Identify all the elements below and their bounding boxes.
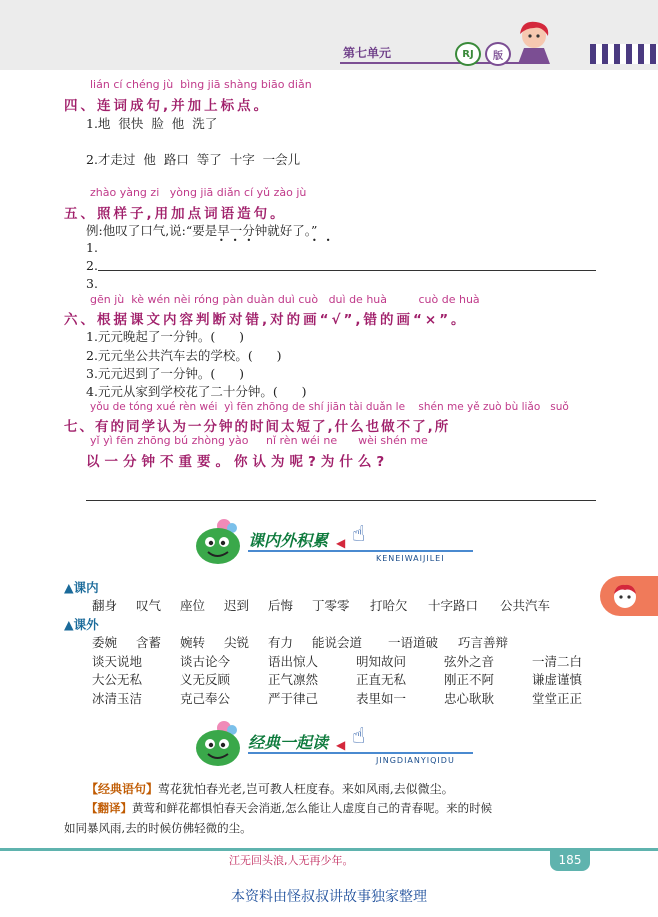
classic-label: 【经典语句】 [86,782,159,796]
header-band [0,0,658,70]
word-item: 义无反顾 [180,672,231,687]
green-monster-icon [190,516,248,568]
classic-text: 莺花犹怕春光老,岂可教人枉度春。来如风雨,去似微尘。 [158,782,454,796]
word-item: 有力 [268,635,294,650]
word-item: 正气凛然 [268,672,319,687]
q7-pinyin-2: yǐ yì fēn zhōng bú zhòng yào nǐ rèn wéi ne wèi shén me [90,434,428,447]
hand-icon: ☝ [352,724,366,749]
credit-text: 本资料由怪叔叔讲故事独家整理 [231,889,427,905]
word-item: 忠心耿耿 [444,691,495,706]
word-item: 能说会道 [312,635,363,650]
banner-accumulation [190,516,480,568]
word-item: 巧言善辩 [458,635,509,650]
q4-item-1: 1.地 很快 脸 他 洗了 [86,116,218,131]
word-item: 后悔 [268,598,294,613]
word-item: 表里如一 [356,691,407,706]
classic-translation [86,800,492,816]
word-item: 委婉 [92,635,118,650]
extra-class-label: ▲课外 [64,617,99,632]
word-item: 大公无私 [92,672,143,687]
extra-row-2 [0,652,658,670]
q4-title: 四、连词成句,并加上标点。 [64,98,271,114]
q5-item-2: 2. [86,258,98,273]
q6-title: 六、根据课文内容判断对错,对的画“√”,错的画“×”。 [64,312,468,328]
word-item: 语出惊人 [268,654,319,669]
girl-cartoon-icon [512,18,558,66]
q5-title: 五、照样子,用加点词语造句。 [64,206,287,222]
word-item: 迟到 [224,598,250,613]
extra-row-4 [0,689,658,707]
green-monster-icon [190,718,248,770]
banner-title: 课内外积累 [248,531,329,550]
word-item: 一清二白 [532,654,583,669]
word-item: 公共汽车 [500,598,551,613]
in-class-words [0,596,658,614]
banner-underline [248,550,473,552]
word-item: 明知故问 [356,654,407,669]
word-item: 谈古论今 [180,654,231,669]
footer-motto: 江无回头浪,人无再少年。 [229,854,354,867]
header-rule [340,62,540,64]
word-item: 叹气 [136,598,162,613]
banner-title: 经典一起读 [248,733,329,752]
word-item: 丁零零 [312,598,350,613]
word-item: 婉转 [180,635,206,650]
answer-line[interactable] [86,500,596,501]
word-item: 座位 [180,598,206,613]
classic-quote [86,780,454,797]
arrow-icon: ◀ [336,536,346,550]
edition-badge-rj: RJ [455,42,481,66]
extra-row-3 [0,670,658,688]
word-item: 翻身 [92,598,118,613]
edition-badge-ban: 版 [485,42,511,66]
word-item: 刚正不阿 [444,672,495,687]
word-item: 谈天说地 [92,654,143,669]
translation-text: 黄莺和鲜花都惧怕春天会消逝,怎么能让人虚度自己的青春呢。来的时候 [132,801,493,815]
translation-label: 【翻译】 [86,801,132,815]
word-item: 严于律己 [268,691,319,706]
q6-pinyin: gēn jù kè wén nèi róng pàn duàn duì cuò duì de huà cuò de huà [90,293,480,306]
banner-classics [190,718,480,770]
hand-icon: ☝ [352,522,366,547]
banner-english: KENEIWAIJILEI [376,554,445,563]
word-item: 含蓄 [136,635,162,650]
q5-item-3: 3. [86,276,98,291]
banner-underline [248,752,473,754]
emphasis-dots: ••• [219,236,261,245]
classic-translation-cont: 如同暴风雨,去的时候仿佛轻微的尘。 [64,821,252,835]
emphasis-dots: •• [312,236,340,245]
extra-row-1 [0,633,658,651]
side-tab [600,576,658,616]
arrow-icon: ◀ [336,738,346,752]
word-item: 正直无私 [356,672,407,687]
word-item: 打哈欠 [370,598,408,613]
word-item: 弦外之音 [444,654,495,669]
q6-item-1: 1.元元晚起了一分钟。( ) [86,329,245,344]
q7-pinyin-1: yǒu de tóng xué rèn wéi yì fēn zhōng de shí jiān tài duǎn le shén me yě zuò bù liǎo suǒ [90,401,569,413]
q6-item-2: 2.元元坐公共汽车去的学校。( ) [86,348,282,363]
word-item: 尖锐 [224,635,250,650]
q4-pinyin: lián cí chéng jù bìng jiā shàng biāo diǎn [90,78,312,91]
q5-pinyin: zhào yàng zi yòng jiā diǎn cí yǔ zào jù [90,186,307,199]
answer-line[interactable] [98,270,596,271]
in-class-label: ▲课内 [64,580,99,595]
word-item: 十字路口 [428,598,479,613]
word-item: 克己奉公 [180,691,231,706]
checker-decoration [590,44,658,64]
q5-example: 例:他叹了口气,说:“要是早一分钟就好了。” [86,223,318,238]
q7-title-2: 以一分钟不重要。你认为呢?为什么? [86,454,390,470]
cartoon-face-icon [610,582,640,610]
word-item: 冰清玉洁 [92,691,143,706]
q4-item-2: 2.才走过 他 路口 等了 十字 一会儿 [86,152,301,167]
page-number: 185 [550,849,590,871]
unit-label: 第七单元 [343,46,392,60]
word-item: 谦虚谨慎 [532,672,583,687]
q5-item-1: 1. [86,240,98,255]
word-item: 一语道破 [388,635,439,650]
word-item: 堂堂正正 [532,691,583,706]
q7-title-1: 七、有的同学认为一分钟的时间太短了,什么也做不了,所 [64,419,451,435]
q6-item-4: 4.元元从家到学校花了二十分钟。( ) [86,384,307,399]
banner-english: JINGDIANYIQIDU [376,756,455,765]
q6-item-3: 3.元元迟到了一分钟。( ) [86,366,245,381]
